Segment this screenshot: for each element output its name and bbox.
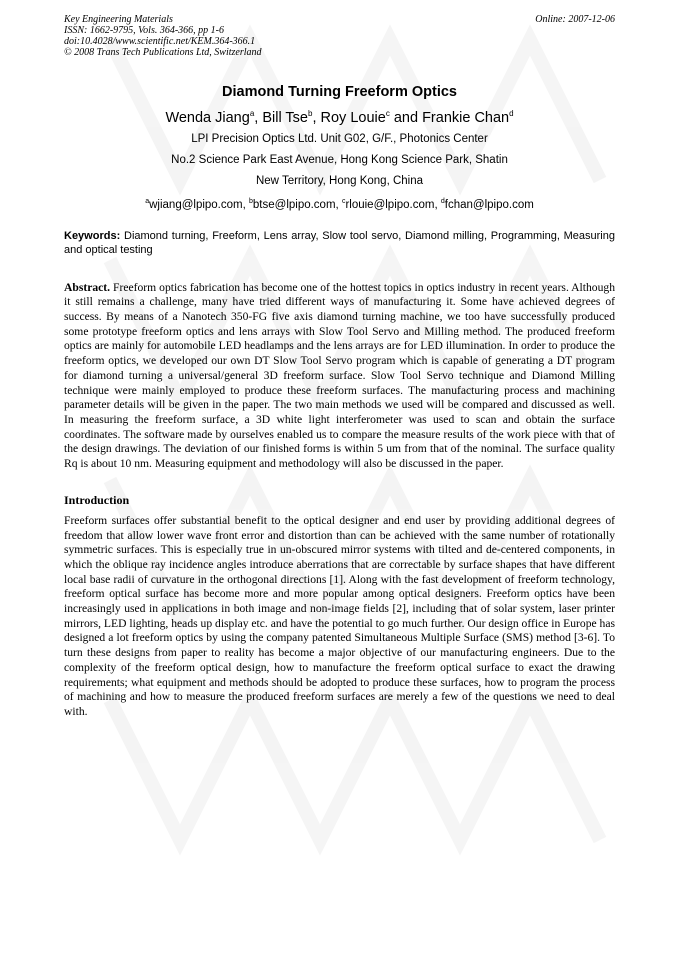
abstract-paragraph (64, 281, 615, 472)
journal-info (64, 14, 262, 58)
journal-copyright: © 2008 Trans Tech Publications Ltd, Switzerland (64, 47, 262, 58)
email-separator: , (434, 198, 441, 211)
author-name: Frankie Chan (422, 109, 510, 126)
email-address: fchan@lpipo.com (444, 198, 534, 211)
keywords-label: Keywords: (64, 229, 121, 242)
affiliation-line: LPI Precision Optics Ltd. Unit G02, G/F., Photonics Center (191, 132, 488, 145)
author-name: Bill Tse (262, 109, 308, 126)
paper-content (64, 14, 615, 720)
author-separator: and (389, 109, 423, 126)
journal-header (64, 14, 615, 64)
abstract-text: Freeform optics fabrication has become one of the hottest topics in optics industry in recent years. Although it still remains a challenge, many have tried different ways of manufacturing it. Some have achieved degrees of success. By means of a Nanotech 350-FG five axis diamond turning machine, we too have successfully produced some prototype freeform optics and lens arrays with Slow Tool Servo and Milling method. The produced freeform optics are mainly for automobile LED headlamps and the lens arrays are for LED illumination. In order to produce the freeform optics, we developed our own DT Slow Tool Servo program which is capable of generating a DT program for diamond turning a universal/general 3D freeform surface. Slow Tool Servo technique and Diamond Milling technique were mainly employed to produce these freeform surfaces. The manufacturing process and machining parameter details will be given in the paper. The two main methods we used will be compared and discussed as well. In measuring the freeform surface, a 3D white light interferometer was used to scan and obtain the surface coordinates. The software made by ourselves enabled us to compare the measure results of the work piece with that of the design drawings. The deviation of our finished forms is within 5 um from that of the nominal. The surface quality Rq is about 10 nm. Measuring equipment and methodology will also be discussed in the paper. (64, 280, 615, 471)
author-superscript: d (509, 109, 514, 118)
author-separator: , (312, 109, 321, 126)
journal-issn: ISSN: 1662-9795, Vols. 364-366, pp 1-6 (64, 25, 224, 36)
author-separator: , (254, 109, 263, 126)
email-superscript: b (249, 197, 253, 205)
introduction-heading: Introduction (64, 492, 130, 507)
affiliation-block (64, 129, 615, 192)
email-address: wjiang@lpipo.com (149, 198, 243, 211)
journal-doi: doi:10.4028/www.scientific.net/KEM.364-366.1 (64, 36, 256, 47)
affiliation-line: New Territory, Hong Kong, China (255, 174, 424, 187)
email-superscript: d (440, 197, 445, 205)
email-superscript: c (341, 197, 346, 205)
email-address: rlouie@lpipo.com (345, 198, 435, 211)
email-separator: , (242, 198, 249, 211)
introduction-paragraph: Freeform surfaces offer substantial benefit to the optical designer and end user by providing additional degrees of freedom that allow lower wave front error and distortion than can be achieved with the same number of rotationally symmetric surfaces. This is especially true in un-obscured mirror systems with tilted and de-centered components, in which the oblique ray incidence angles introduce aberrations that are correctable by surface shapes that have different local base radii of curvature in the orthogonal directions [1]. Along with the fast development of freeform technology, freeform optical surface has become more and more popular among optical designers. Freeform optics have been increasingly used in applications in both image and non-image fields [2], including that of solar system, laser printer mirrors, LED lighting, heads up display etc. and have the potential to go much further. Our design office in Europe has designed a lot freeform optics by using the company patented Simultaneous Multiple Surface (SMS) method [3-6]. To turn these designs from paper to reality has become a major objective of our manufacturing engineers. Due to the complexity of the freeform optical design, how to manufacture the freeform optical surface to exact the drawing requirements; what equipment and methods should be adopted to produce these surfaces, how to program the process of machining and how to measure the produced freeform surfaces are merely a few of the questions we need to deal with. (64, 513, 615, 718)
author-superscript: b (308, 109, 313, 118)
paper-title: Diamond Turning Freeform Optics (222, 84, 457, 100)
online-date: Online: 2007-12-06 (535, 14, 615, 25)
email-superscript: a (145, 197, 150, 205)
affiliation-line: No.2 Science Park East Avenue, Hong Kong Science Park, Shatin (171, 153, 508, 166)
email-separator: , (335, 198, 342, 211)
author-list (64, 103, 615, 129)
author-name: Roy Louie (320, 109, 386, 126)
abstract-label: Abstract. (64, 280, 111, 294)
email-list (64, 192, 615, 215)
keywords-paragraph (64, 229, 615, 257)
author-name: Wenda Jiang (165, 109, 250, 126)
journal-name: Key Engineering Materials (64, 14, 173, 25)
author-superscript: a (249, 109, 255, 118)
author-superscript: c (385, 109, 390, 118)
keywords-text: Diamond turning, Freeform, Lens array, Slow tool servo, Diamond milling, Programming, Measuring and optical testing (64, 229, 615, 256)
email-address: btse@lpipo.com (252, 198, 336, 211)
